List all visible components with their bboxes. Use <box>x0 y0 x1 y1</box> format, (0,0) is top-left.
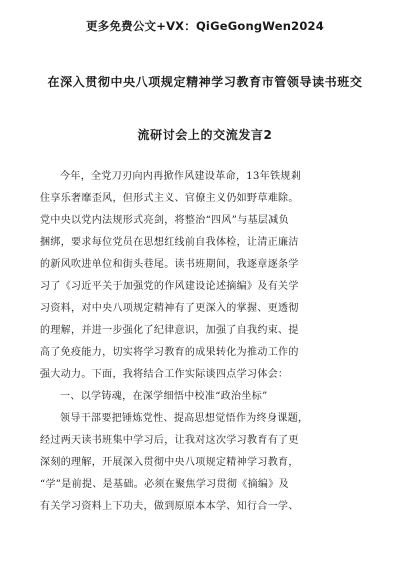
body-line: “学”是前提、是基础。必须在聚焦学习贯彻《摘编》及 <box>40 479 289 490</box>
body-line: 高了免疫能力，切实将学习教育的成果转化为推动工作的 <box>40 347 299 358</box>
body-line: 的理解，并进一步强化了纪律意识，加强了自我约束、提 <box>40 325 299 336</box>
body-line: 习资料，对中央八项规定精神有了更深入的掌握、更透彻 <box>40 303 299 314</box>
body-line: 一、以学铸魂，在深学细悟中校准“政治坐标” <box>60 391 268 402</box>
body-line: 深刻的理解，开展深入贯彻中央八项规定精神学习教育， <box>40 457 299 468</box>
document-title-line-2: 流研讨会上的交流发言2 <box>137 128 273 142</box>
body-line: 的新风吹进单位和街头巷尾。读书班期间，我逐章逐条学 <box>40 259 299 270</box>
body-line: 经过两天读书班集中学习后，让我对这次学习教育有了更 <box>40 435 299 446</box>
body-line: 党中央以党内法规形式亮剑，将整治“四风”与基层减负 <box>40 215 289 226</box>
body-line: 有关学习资料上下功夫，做到原原本本学、知行合一学、 <box>40 501 299 512</box>
document-body <box>40 166 370 518</box>
promo-banner: 更多免费公文+VX：QiGeGongWen2024 <box>86 19 324 33</box>
body-line: 强大动力。下面，我将结合工作实际谈四点学习体会： <box>40 369 289 380</box>
body-line: 领导干部要把锤炼党性、提高思想觉悟作为终身课题， <box>60 413 309 424</box>
document-title-line-1: 在深入贯彻中央八项规定精神学习教育市管领导读书班交 <box>47 75 363 89</box>
body-line: 住享乐奢靡歪风，但形式主义、官僚主义仍如野草难除。 <box>40 193 299 204</box>
body-line: 习了《习近平关于加强党的作风建设论述摘编》及有关学 <box>40 281 299 292</box>
body-line: 捆绑，要求每位党员在思想红线前自我体检，让清正廉洁 <box>40 237 299 248</box>
body-line: 今年，全党刀刃向内再掀作风建设革命，13年铁规剎 <box>60 171 302 182</box>
